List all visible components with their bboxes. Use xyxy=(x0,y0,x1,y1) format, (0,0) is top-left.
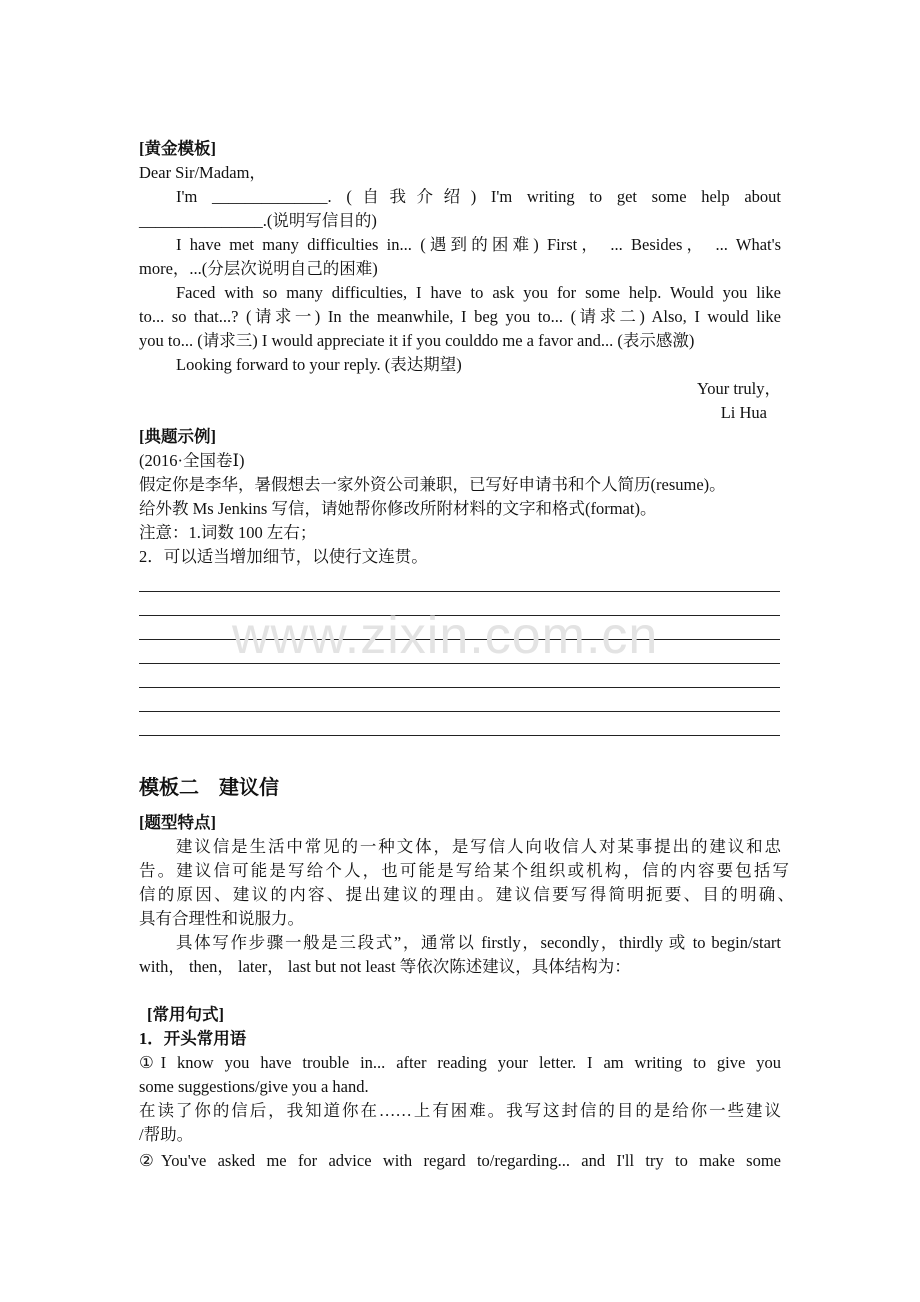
translation-1-line-1: 在读了你的信后，我知道你在……上有困难。我写这封信的目的是给你一些建议 xyxy=(139,1101,781,1120)
template-paragraph-3-line-2: to... so that...? (请求一) In the meanwhile, I beg you to... (请求二) Also, I would like xyxy=(139,307,781,326)
watermark: www.zixin.com.cn xyxy=(232,607,659,665)
answer-line xyxy=(139,591,780,592)
section-label-question-type: [题型特点] xyxy=(139,813,216,832)
salutation: Dear Sir/Madam， xyxy=(139,163,266,182)
section-label-common-sentences: [常用句式] xyxy=(147,1005,224,1024)
features-paragraph-line-4: 具有合理性和说服力。 xyxy=(139,909,304,928)
steps-paragraph-line-1: 具体写作步骤一般是三段式”，通常以 firstly，secondly，thirdly 或 to begin/start xyxy=(176,933,781,952)
answer-line xyxy=(139,711,780,712)
template-paragraph-1-line-2: _______________.(说明写信目的) xyxy=(139,211,377,230)
section-label-golden-template: [黄金模板] xyxy=(139,139,216,158)
features-paragraph-line-3: 信的原因、建议的内容、提出建议的理由。建议信要写得简明扼要、目的明确、 xyxy=(139,885,794,904)
answer-line xyxy=(139,663,780,664)
template-paragraph-1-line-1: I'm ______________. (自我介绍) I'm writing to get some help about xyxy=(176,187,781,206)
sentence-2-line-1: ②You've asked me for advice with regard to/regarding... and I'll try to make some xyxy=(139,1151,781,1170)
letter-signature: Li Hua xyxy=(720,403,767,422)
section-label-example: [典题示例] xyxy=(139,427,216,446)
section-heading-suggestion-letter: 模板二 建议信 xyxy=(139,777,279,799)
example-note-1: 注意：1.词数 100 左右； xyxy=(139,523,317,542)
translation-1-line-2: /帮助。 xyxy=(139,1125,194,1144)
steps-paragraph-line-2: with， then， later， last but not least 等依次陈述建议，具体结构为： xyxy=(139,957,631,976)
example-task-line-2: 给外教 Ms Jenkins 写信，请她帮你修改所附材料的文字和格式(format)。 xyxy=(139,499,657,518)
template-paragraph-4: Looking forward to your reply. (表达期望) xyxy=(176,355,462,374)
subheading-opening-phrases: 1．开头常用语 xyxy=(139,1029,247,1048)
answer-line xyxy=(139,639,780,640)
template-paragraph-3-line-1: Faced with so many difficulties, I have to ask you for some help. Would you like xyxy=(176,283,781,302)
sentence-1-line-2: some suggestions/give you a hand. xyxy=(139,1077,369,1096)
features-paragraph-line-1: 建议信是生活中常见的一种文体，是写信人向收信人对某事提出的建议和忠 xyxy=(176,837,781,856)
template-paragraph-3-line-3: you to... (请求三) I would appreciate it if you coulddo me a favor and... (表示感激) xyxy=(139,331,695,350)
template-paragraph-2-line-1: I have met many difficulties in... (遇到的困难) First， ... Besides， ... What's xyxy=(176,235,781,254)
sentence-1-line-1: ①I know you have trouble in... after reading your letter. I am writing to give you xyxy=(139,1053,781,1072)
answer-line xyxy=(139,735,780,736)
features-paragraph-line-2: 告。建议信可能是写给个人，也可能是写给某个组织或机构，信的内容要包括写 xyxy=(139,861,789,880)
example-source: (2016·全国卷Ⅰ) xyxy=(139,451,245,470)
answer-line xyxy=(139,615,780,616)
letter-closing: Your truly， xyxy=(696,379,781,398)
template-paragraph-2-line-2: more，...(分层次说明自己的困难) xyxy=(139,259,378,278)
example-note-2: 2．可以适当增加细节，以使行文连贯。 xyxy=(139,547,428,566)
example-task-line-1: 假定你是李华，暑假想去一家外资公司兼职，已写好申请书和个人简历(resume)。 xyxy=(139,475,726,494)
answer-line xyxy=(139,687,780,688)
